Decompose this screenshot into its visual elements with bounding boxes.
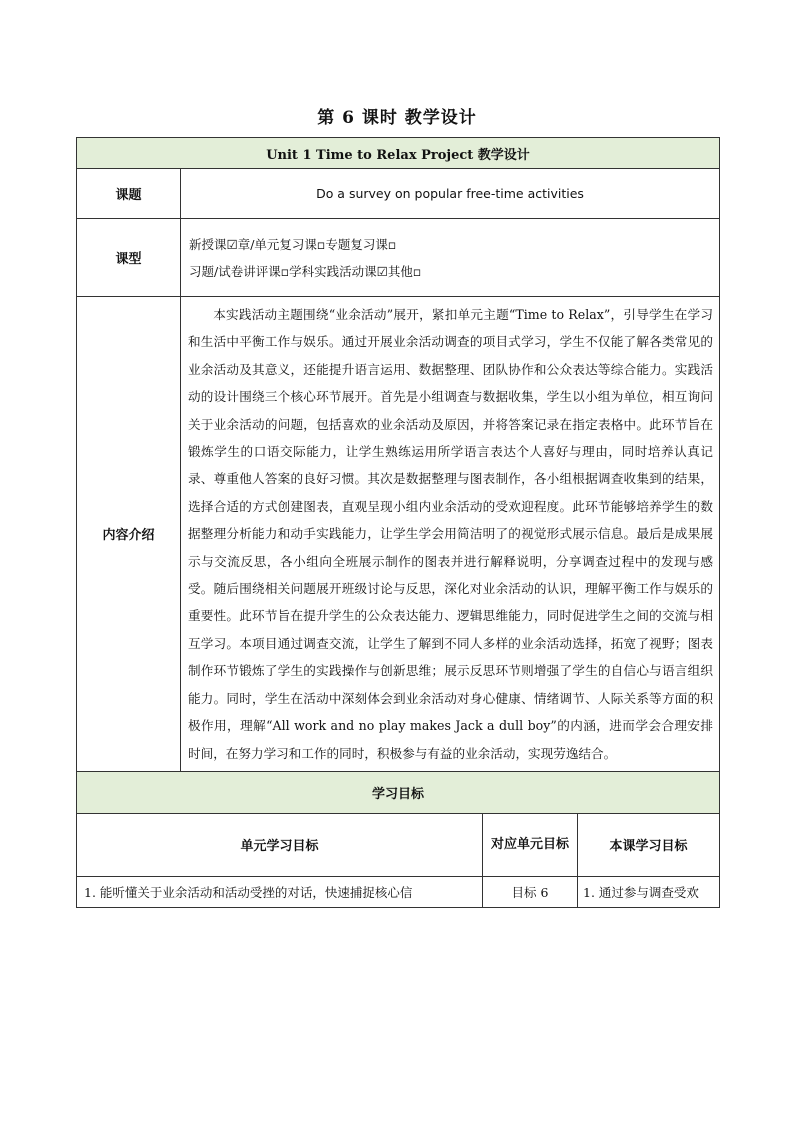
lesson-goal-cell: 1. 通过参与调查受欢 [578,876,720,907]
learning-goals-header: 学习目标 [77,771,720,813]
table-header-row [77,138,720,169]
matching-goal-cell: 目标 6 [483,876,578,907]
unit-goal-cell: 1. 能听懂关于业余活动和活动受挫的对话，快速捕捉核心信 [77,876,483,907]
table-row [77,876,720,907]
matching-unit-goal-column-header: 对应单元目标 [483,813,578,876]
document-title: 第 6 课时 教学设计 [317,108,477,128]
lesson-type-options [181,219,720,297]
goals-column-header-row [77,813,720,876]
table-header: Unit 1 Time to Relax Project 教学设计 [77,138,720,169]
intro-label: 内容介绍 [77,297,181,772]
lesson-type-line-1: 新授课☑章/单元复习课▫专题复习课▫ [189,236,397,252]
lesson-goals-column-header: 本课学习目标 [578,813,720,876]
lesson-type-label: 课型 [77,219,181,297]
intro-text: 本实践活动主题围绕“业余活动”展开，紧扣单元主题“Time to Relax”，引导学生在学习和生活中平衡工作与娱乐。通过开展业余活动调查的项目式学习，学生不仅能了解各类常见的业余活动及其意义，还能提升语言运用、数据整理、团队协作和公众表达等综合能力。实践活动的设计围绕三个核心环节展开。首先是小组调查与数据收集，学生以小组为单位，相互询问关于业余活动的问题，包括喜欢的业余活动及原因，并将答案记录在指定表格中。此环节旨在锻炼学生的口语交际能力，让学生熟练运用所学语言表达个人喜好与理由，同时培养认真记录、尊重他人答案的良好习惯。其次是数据整理与图表制作，各小组根据调查收集到的结果，选择合适的方式创建图表，直观呈现小组内业余活动的受欢迎程度。此环节能够培养学生的数据整理分析能力和动手实践能力，让学生学会用简洁明了的视觉形式展示信息。最后是成果展示与交流反思，各小组向全班展示制作的图表并进行解释说明，分享调查过程中的发现与感受。随后围绕相关问题展开班级讨论与反思，深化对业余活动的认识，理解平衡工作与娱乐的重要性。此环节旨在提升学生的公众表达能力、逻辑思维能力，同时促进学生之间的交流与相互学习。本项目通过调查交流，让学生了解到不同人多样的业余活动选择，拓宽了视野；图表制作环节锻炼了学生的实践操作与创新思维；展示反思环节则增强了学生的自信心与语言组织能力。同时，学生在活动中深刻体会到业余活动对身心健康、情绪调节、人际关系等方面的积极作用，理解“All work and no play makes Jack a dull boy”的内涵，进而学会合理安排时间，在努力学习和工作的同时，积极参与有益的业余活动，实现劳逸结合。 [181,297,720,772]
topic-label: 课题 [77,169,181,219]
lesson-type-row [77,219,720,297]
intro-row [77,297,720,772]
learning-goals-header-row [77,771,720,813]
topic-row [77,169,720,219]
topic-value: Do a survey on popular free-time activities [181,169,720,219]
lesson-type-line-2: 习题/试卷讲评课▫学科实践活动课☑其他▫ [189,263,422,279]
lesson-design-table [76,137,720,908]
unit-goals-column-header: 单元学习目标 [77,813,483,876]
